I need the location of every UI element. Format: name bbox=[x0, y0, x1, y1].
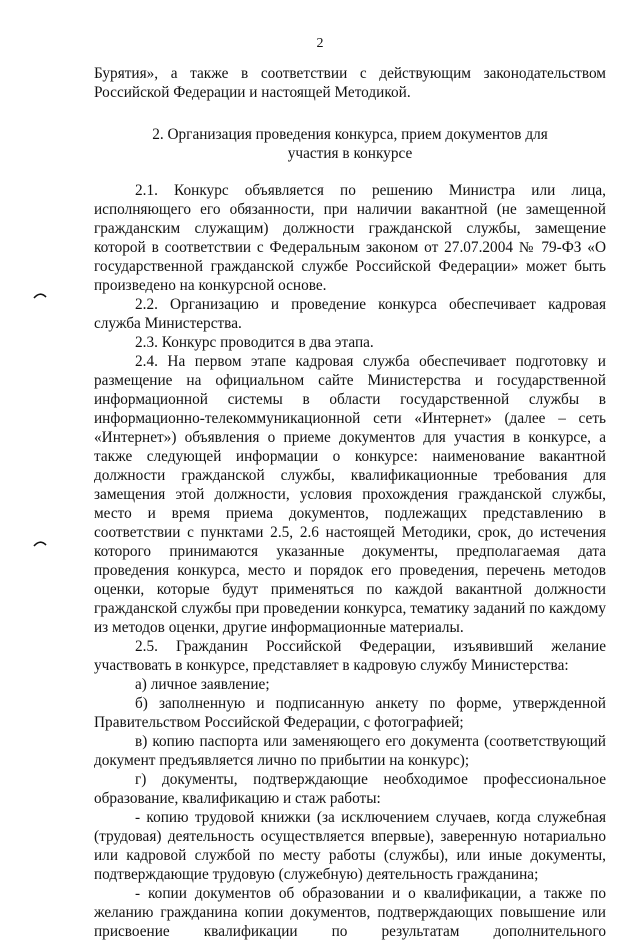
scan-mark-lower bbox=[33, 539, 47, 547]
paragraph-2-5: 2.5. Гражданин Российской Федерации, изъявивший желание участвовать в конкурсе, представляет в кадровую службу Министерства: bbox=[94, 638, 606, 674]
paragraph-2-1: 2.1. Конкурс объявляется по решению Министра или лица, исполняющего его обязанности, при наличии вакантной (не замещенной гражданским служащим) должности гражданской службы, замещение которой в соответствии с Федеральным законом от 27.07.2004 № 79-ФЗ «О государственной гражданской службе Российской Федерации» может быть произведено на конкурсной основе. bbox=[94, 182, 606, 294]
list-item-a: а) личное заявление; bbox=[135, 676, 270, 693]
dash-item-2: - копии документов об образовании и о квалификации, а также по желанию гражданина копии документов, подтверждающих повышение или присвоение квалификации по результатам дополнительного bbox=[94, 885, 606, 940]
section-heading: 2. Организация проведения конкурса, прием документов для участия в конкурсе bbox=[152, 126, 548, 162]
document-body bbox=[94, 64, 606, 941]
page-number: 2 bbox=[316, 36, 324, 51]
list-item-b: б) заполненную и подписанную анкету по форме, утвержденной Правительством Российской Федерации, с фотографией; bbox=[94, 695, 606, 731]
paragraph-2-3: 2.3. Конкурс проводится в два этапа. bbox=[135, 334, 374, 351]
dash-item-1: - копию трудовой книжки (за исключением случаев, когда служебная (трудовая) деятельность осуществляется впервые), заверенную нотариально или кадровой службой по месту работы (службы), или иные документы, подтверждающие трудовую (служебную) деятельность гражданина; bbox=[94, 809, 606, 883]
list-item-g: г) документы, подтверждающие необходимое профессиональное образование, квалификацию и стаж работы: bbox=[94, 771, 606, 807]
paragraph-2-4: 2.4. На первом этапе кадровая служба обеспечивает подготовку и размещение на официальном сайте Министерства и государственной информационной системы в области государственной службы в информационно-телекоммуникационной сети «Интернет» (далее – сеть «Интернет») объявления о приеме документов для участия в конкурсе, а также следующей информации о конкурсе: наименование вакантной должности гражданской службы, квалификационные требования для замещения этой должности, условия прохождения гражданской службы, место и время приема документов, подлежащих представлению в соответствии с пунктами 2.5, 2.6 настоящей Методики, срок, до истечения которого принимаются указанные документы, предполагаемая дата проведения конкурса, место и порядок его проведения, перечень методов оценки, которые будут применяться по каждой вакантной должности гражданской службы при проведении конкурса, тематику заданий по каждому из методов оценки, другие информационные материалы. bbox=[94, 353, 606, 636]
paragraph-intro: Бурятия», а также в соответствии с действующим законодательством Российской Федерации и настоящей Методикой. bbox=[94, 65, 606, 101]
scan-mark-upper bbox=[33, 291, 47, 299]
paragraph-2-2: 2.2. Организацию и проведение конкурса обеспечивает кадровая служба Министерства. bbox=[94, 296, 606, 332]
list-item-v: в) копию паспорта или заменяющего его документа (соответствующий документ предъявляется лично по прибытии на конкурс); bbox=[94, 733, 606, 769]
